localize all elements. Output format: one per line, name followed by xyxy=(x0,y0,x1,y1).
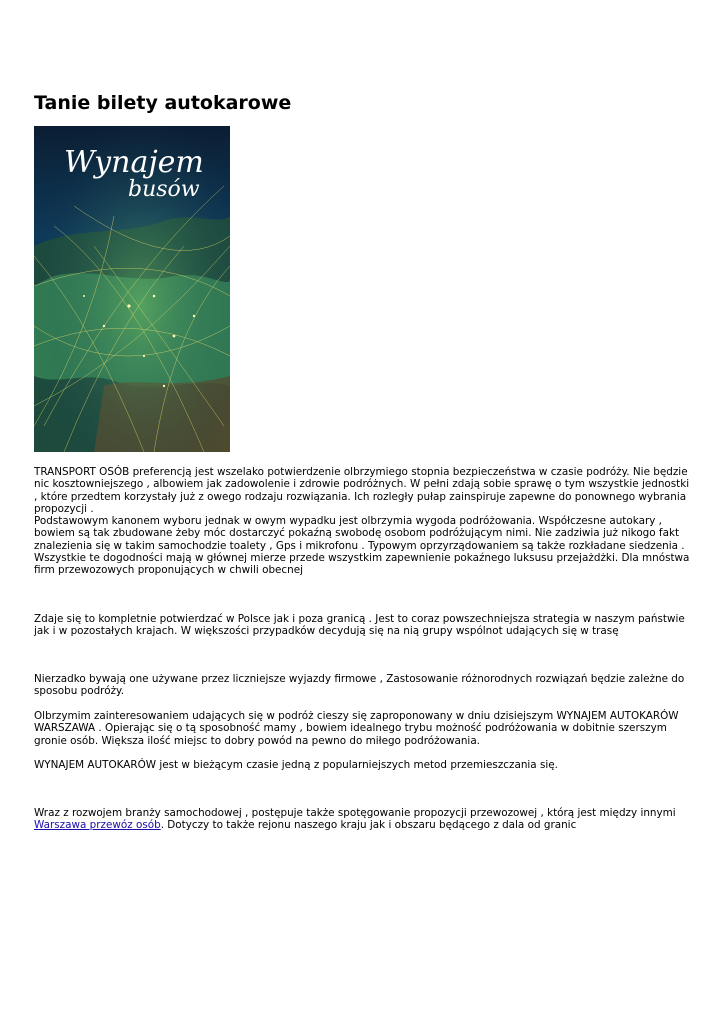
hero-image xyxy=(34,126,230,452)
paragraph: Zdaje się to kompletnie potwierdzać w Polsce jak i poza granicą . Jest to coraz powszechniejsza strategia w naszym państwie jak i w pozostałych krajach. W większości przypadków decydują się na nią grupy wspólnot udających się w trasę xyxy=(34,613,685,638)
paragraph: TRANSPORT OSÓB preferencją jest wszelako potwierdzenie olbrzymiego stopnia bezpieczeństwa w czasie podróży. Nie będzie nic kosztowniejszego , albowiem jak zadowolenie i zdrowie podróżnych. W pełni zdają sobie sprawę o tym wszystkie jednostki , które przedtem korzystały już z owego rodzaju rozwiązania. Ich rozległy pułap zainspiruje zapewne do ponownego wybrania propozycji . xyxy=(34,466,690,515)
paragraph: Olbrzymim zainteresowaniem udających się w podróż cieszy się zaproponowany w dniu dzisiejszym WYNAJEM AUTOKARÓW WARSZAWA . Opierając się o tą sposobność mamy , bowiem idealnego trybu możność podróżowania w dobitnie szerszym gronie osób. Większa ilość miejsc to dobry powód na pewno do miłego podróżowania. xyxy=(34,710,679,747)
paragraph: WYNAJEM AUTOKARÓW jest w bieżącym czasie jedną z popularniejszych metod przemieszczania się. xyxy=(34,759,558,771)
paragraph: Podstawowym kanonem wyboru jednak w owym wypadku jest olbrzymia wygoda podróżowania. Współczesne autokary , bowiem są tak zbudowane żeby móc dostarczyć pokaźną swobodę osobom podróżującym nimi. Nie zadziwia już nikogo fakt znalezienia się w takim samochodzie toalety , Gps i mikrofonu . Typowym oprzyrządowaniem są także rozkładane siedzenia . Wszystkie te dogodności mają w głównej mierze przede wszystkim zapewnienie pokaźnego luksusu przejażdżki. Dla mnóstwa firm przewozowych proponujących w chwili obecnej xyxy=(34,515,690,577)
paragraph: Nierzadko bywają one używane przez liczniejsze wyjazdy firmowe , Zastosowanie różnorodnych rozwiązań będzie zależne do sposobu podróży. xyxy=(34,673,685,698)
hero-caption-line2: busów xyxy=(128,177,200,202)
page-title: Tanie bilety autokarowe xyxy=(34,92,292,114)
paragraph-with-link xyxy=(34,807,694,832)
paragraph-text-after-link: . Dotyczy to także rejonu naszego kraju jak i obszaru będącego z dala od granic xyxy=(160,819,577,832)
warszawa-przewoz-osob-link[interactable]: Warszawa przewóz osób xyxy=(34,819,161,832)
paragraph-text-before-link: Wraz z rozwojem branży samochodowej , postępuje także spotęgowanie propozycji przewozowej , którą jest między innymi xyxy=(34,807,676,819)
hero-caption-line1: Wynajem xyxy=(64,145,204,180)
